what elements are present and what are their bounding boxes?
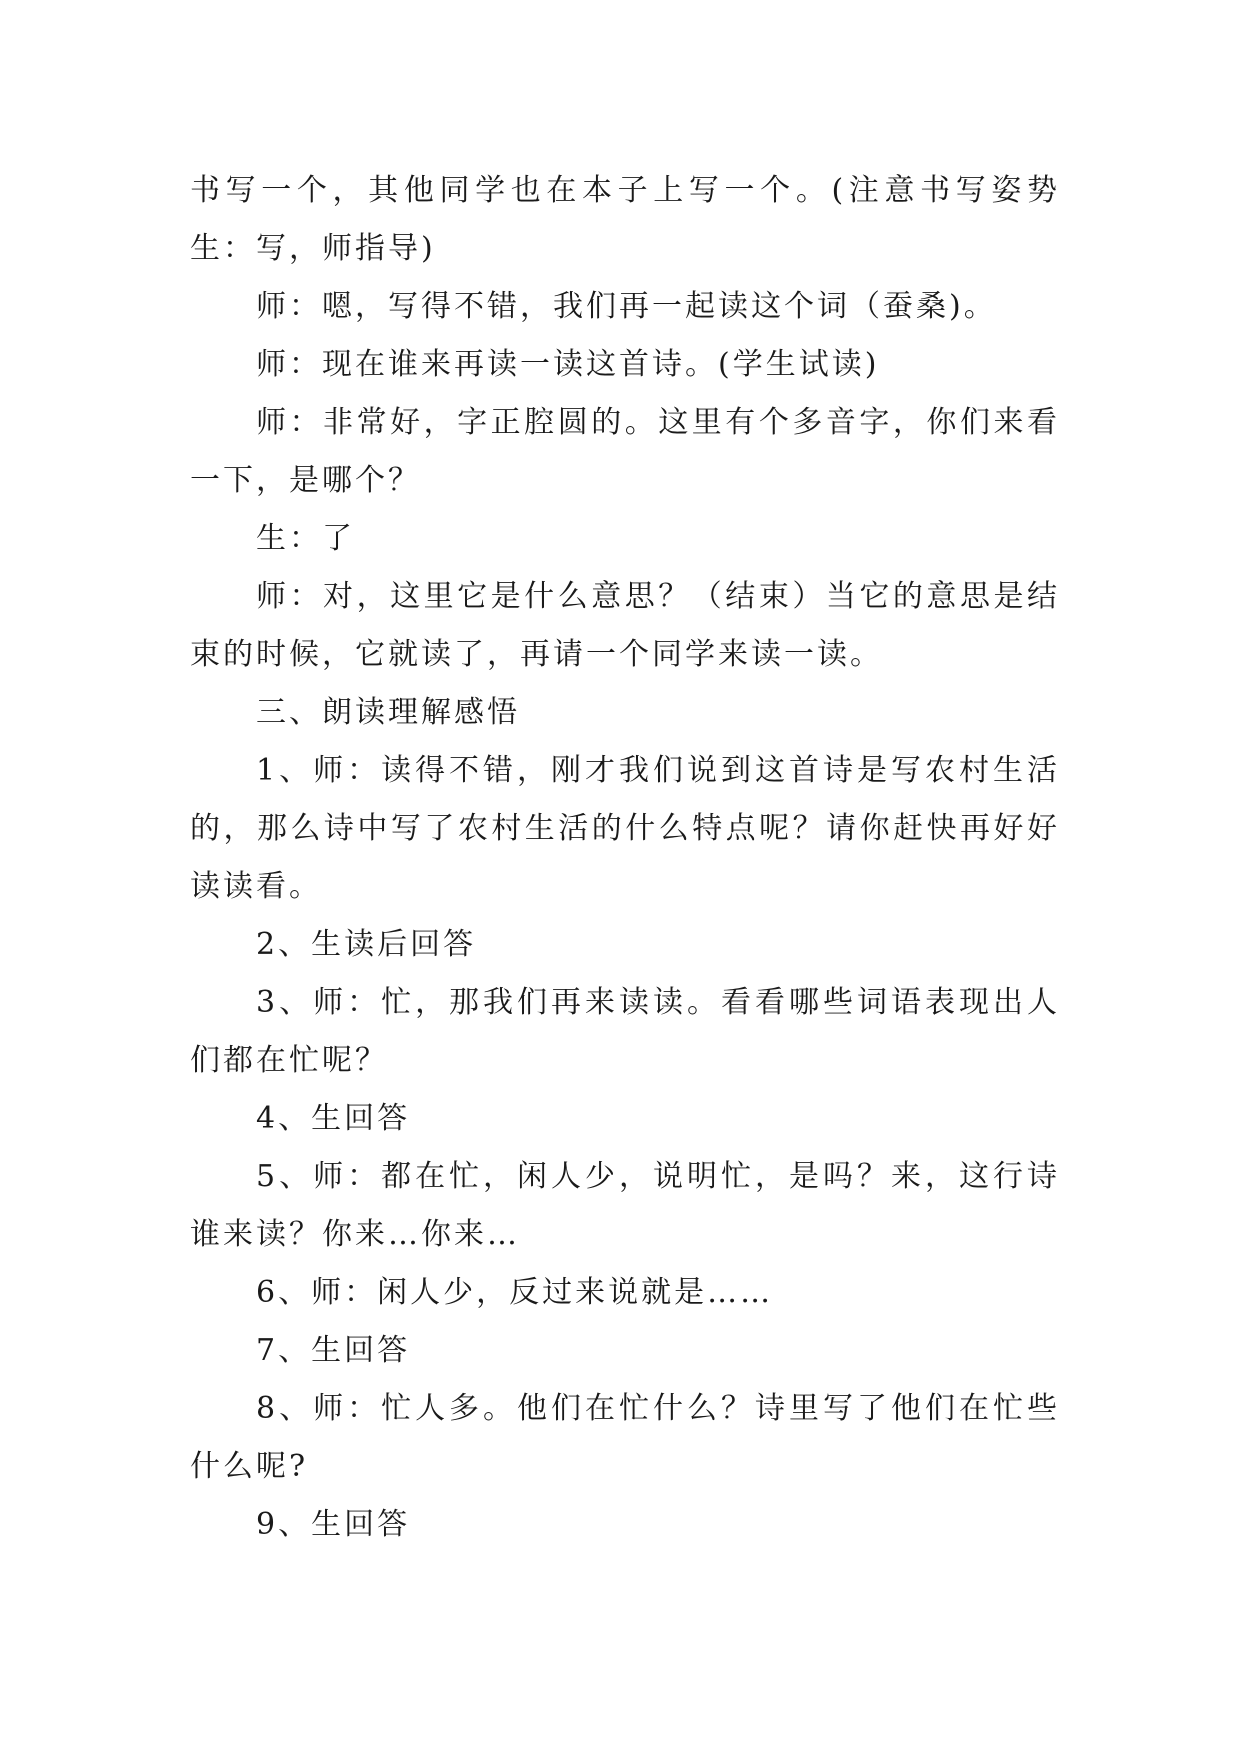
- paragraph-writing-practice: 书写一个，其他同学也在本子上写一个。(注意书写姿势生：写，师指导): [190, 173, 1060, 266]
- list-item-2: 2、生读后回答: [256, 927, 477, 962]
- document-body: [190, 162, 1060, 1554]
- list-item-7: 7、生回答: [256, 1333, 411, 1368]
- paragraph-teacher-reread: 师：现在谁来再读一读这首诗。(学生试读): [256, 347, 880, 382]
- list-item-1: 1、师：读得不错，刚才我们说到这首诗是写农村生活的，那么诗中写了农村生活的什么特点呢？请你赶快再好好读读看。: [190, 753, 1060, 904]
- paragraph-polyphonic-question: 师：非常好，字正腔圆的。这里有个多音字，你们来看一下，是哪个？: [190, 405, 1060, 498]
- list-item-9: 9、生回答: [256, 1507, 411, 1542]
- paragraph-student-answer: 生：了: [256, 521, 355, 556]
- list-item-5: 5、师：都在忙，闲人少，说明忙，是吗？来，这行诗谁来读？你来…你来…: [190, 1159, 1060, 1252]
- section-heading-reading: 三、朗读理解感悟: [256, 695, 520, 730]
- paragraph-meaning-explanation: 师：对，这里它是什么意思？（结束）当它的意思是结束的时候，它就读了，再请一个同学来读一读。: [190, 579, 1060, 672]
- list-item-4: 4、生回答: [256, 1101, 411, 1136]
- list-item-8: 8、师：忙人多。他们在忙什么？诗里写了他们在忙些什么呢?: [190, 1391, 1060, 1484]
- paragraph-teacher-praise: 师：嗯，写得不错，我们再一起读这个词（蚕桑)。: [256, 289, 997, 324]
- list-item-3: 3、师：忙，那我们再来读读。看看哪些词语表现出人们都在忙呢？: [190, 985, 1060, 1078]
- list-item-6: 6、师：闲人少，反过来说就是……: [256, 1275, 774, 1310]
